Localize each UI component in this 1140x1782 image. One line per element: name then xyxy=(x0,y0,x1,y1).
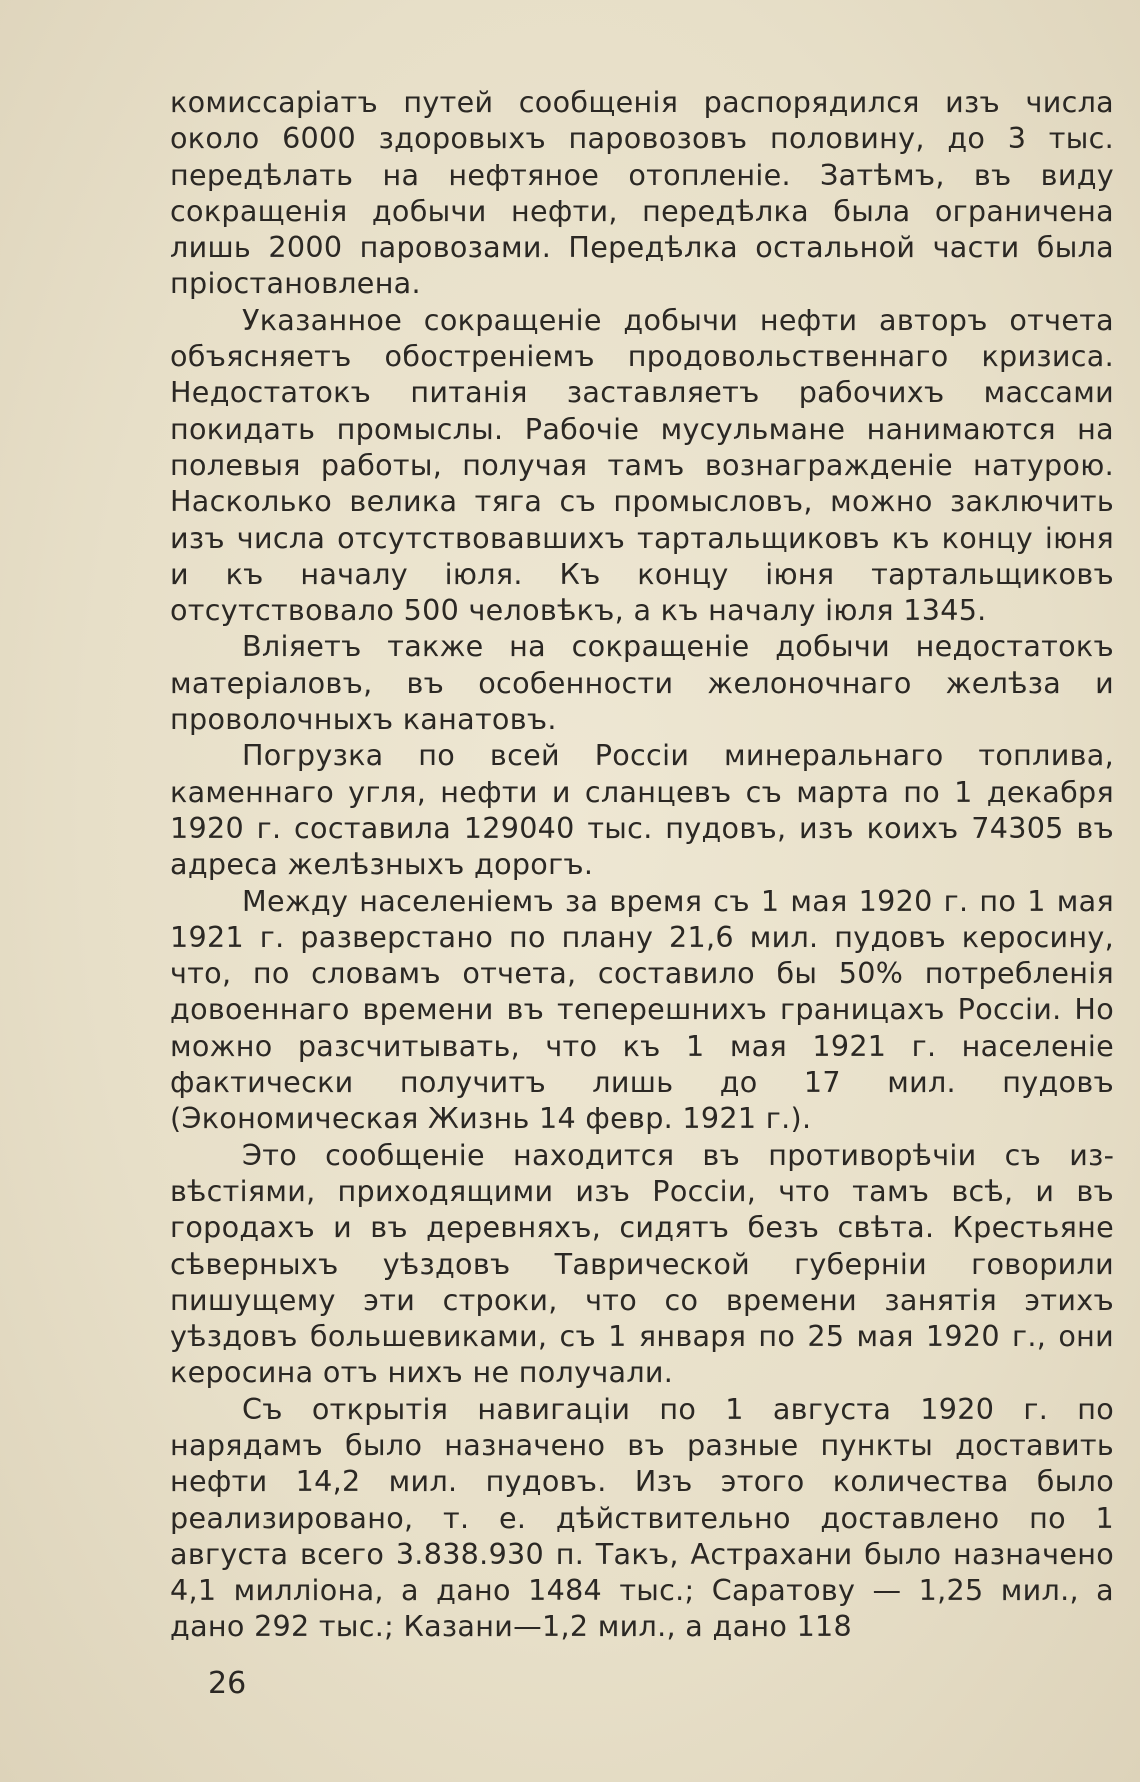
paragraph-6: Это сообщеніе находится въ противорѣчіи съ извѣстіями, приходящими изъ Россіи, что тамъ всѣ, и въ городахъ и въ деревняхъ, сидятъ безъ свѣта. Крестьяне сѣверныхъ уѣздовъ Таврической губерніи говорили пишущему эти строки, что со времени занятія этихъ уѣздовъ большевиками, съ 1 января по 25 мая 1920 г., они керосина отъ нихъ не получали. xyxy=(170,1137,1114,1390)
paragraph-3: Вліяетъ также на сокращеніе добычи недостатокъ матеріаловъ, въ особенности желоночнаго желѣза и проволочныхъ канатовъ. xyxy=(170,629,1114,737)
page-number: 26 xyxy=(208,1666,247,1701)
body-text xyxy=(170,84,1114,1645)
paragraph-7: Съ открытія навигаціи по 1 августа 1920 г. по нарядамъ было назначено въ разные пункты доставить нефти 14,2 мил. пудовъ. Изъ этого количества было реализировано, т. е. дѣйствительно доставлено по 1 августа всего 3.838.930 п. Такъ, Астрахани было назначено 4,1 милліона, а дано 1484 тыс.; Саратову — 1,25 мил., а дано 292 тыс.; Казани—1,2 мил., а дано 118 xyxy=(170,1391,1114,1644)
paragraph-2: Указанное сокращеніе добычи нефти авторъ отчета объясняетъ обостреніемъ продовольственнаго кризиса. Недостатокъ питанія заставляетъ рабочихъ массами покидать промыслы. Рабочіе мусульмане нанимаются на полевыя работы, получая тамъ вознагражденіе натурою. Насколько велика тяга съ промысловъ, можно заключить изъ числа отсутствовавшихъ тартальщиковъ къ концу іюня и къ началу іюля. Къ концу іюня тартальщиковъ отсутствовало 500 человѣкъ, а къ началу іюля 1345. xyxy=(170,302,1114,628)
paragraph-5: Между населеніемъ за время съ 1 мая 1920 г. по 1 мая 1921 г. разверстано по плану 21,6 мил. пудовъ керосину, что, по словамъ отчета, составило бы 50% потребленія довоеннаго времени въ теперешнихъ границахъ Россіи. Но можно разсчитывать, что къ 1 мая 1921 г. населеніе фактически получитъ лишь до 17 мил. пудовъ (Экономическая Жизнь 14 февр. 1921 г.). xyxy=(170,883,1114,1136)
paragraph-4: Погрузка по всей Россіи минеральнаго топлива, каменнаго угля, нефти и сланцевъ съ марта по 1 декабря 1920 г. составила 129040 тыс. пудовъ, изъ коихъ 74305 въ адреса желѣзныхъ дорогъ. xyxy=(170,738,1114,882)
paragraph-1: комиссаріатъ путей сообщенія распорядился изъ числа около 6000 здоровыхъ паровозовъ половину, до 3 тыс. передѣлать на нефтяное отопленіе. Затѣмъ, въ виду сокращенія добычи нефти, передѣлка была ограничена лишь 2000 паровозами. Передѣлка остальной части была пріостановлена. xyxy=(170,85,1114,301)
